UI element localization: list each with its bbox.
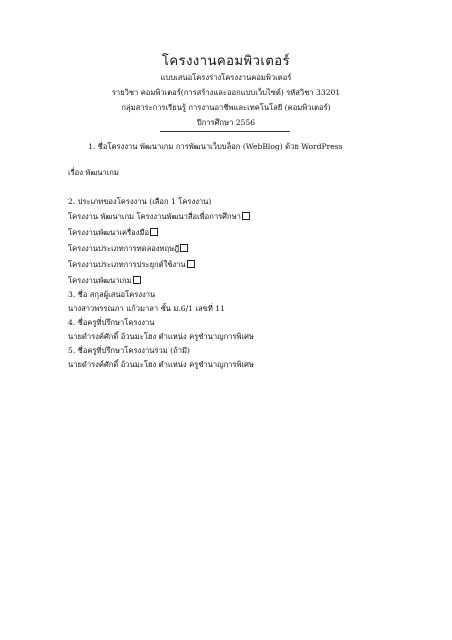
advisor-heading: 4. ชื่อครูที่ปรึกษาโครงงาน [68, 318, 155, 327]
option-label: โครงงานพัฒนาเครื่องมือ [68, 228, 150, 237]
option-label: โครงงานประเภทการทดลองทฤษฎี [68, 244, 180, 253]
project-topic: เรื่อง พัฒนาเกม [68, 168, 119, 177]
presenter-name: นางสาวพรรณภา แก้วมาลา ชั้น ม.6/1 เลขที่ 11 [68, 304, 225, 313]
project-type-option [68, 227, 158, 239]
subject-line: รายวิชา คอมพิวเตอร์(การสร้างและออกแบบเว็บไซต์) รหัสวิชา 33201 [111, 88, 341, 97]
project-type-option [68, 243, 188, 255]
checkbox[interactable] [180, 244, 188, 252]
option-label: โครงงานพัฒนาเกม [68, 276, 132, 285]
checkbox[interactable] [187, 260, 195, 268]
checkbox[interactable] [150, 228, 158, 236]
co-advisor-name: นายดำรงค์ศักดิ์ อ้วนมะโฮง ตำแหน่ง ครูชำนาญการพิเศษ [68, 360, 254, 369]
co-advisor-heading: 5. ชื่อครูที่ปรึกษาโครงงานร่วม (ถ้ามี) [68, 346, 190, 355]
separator-rule [160, 131, 290, 132]
document-title: โครงงานคอมพิวเตอร์ [161, 54, 291, 69]
project-name: 1. ชื่อโครงงาน พัฒนาเกม การพัฒนาเว็บบล็อก (WebBlog) ด้วย WordPress [88, 142, 343, 151]
option-label: โครงงาน พัฒนาเกม โครงงานพัฒนาสื่อเพื่อการศึกษา [68, 212, 241, 221]
advisor-name: นายดำรงค์ศักดิ์ อ้วนมะโฮง ตำแหน่ง ครูชำนาญการพิเศษ [68, 332, 254, 341]
project-type-heading: 2. ประเภทของโครงงาน (เลือก 1 โครงงาน) [68, 197, 212, 206]
checkbox[interactable] [242, 212, 250, 220]
presenter-heading: 3. ชื่อ สกุลผู้เสนอโครงงาน [68, 290, 156, 299]
project-type-option [68, 211, 250, 223]
project-type-option [68, 275, 141, 287]
option-label: โครงงานประเภทการประยุกต์ใช้งาน [68, 260, 186, 269]
academic-year: ปีการศึกษา 2556 [196, 118, 256, 127]
form-name: แบบเสนอโครงร่างโครงงานคอมพิวเตอร์ [160, 73, 292, 82]
project-type-option [68, 259, 195, 271]
checkbox[interactable] [133, 276, 141, 284]
department-line: กลุ่มสาระการเรียนรู้ การงานอาชีพและเทคโนโลยี (คอมพิวเตอร์) [121, 103, 331, 112]
